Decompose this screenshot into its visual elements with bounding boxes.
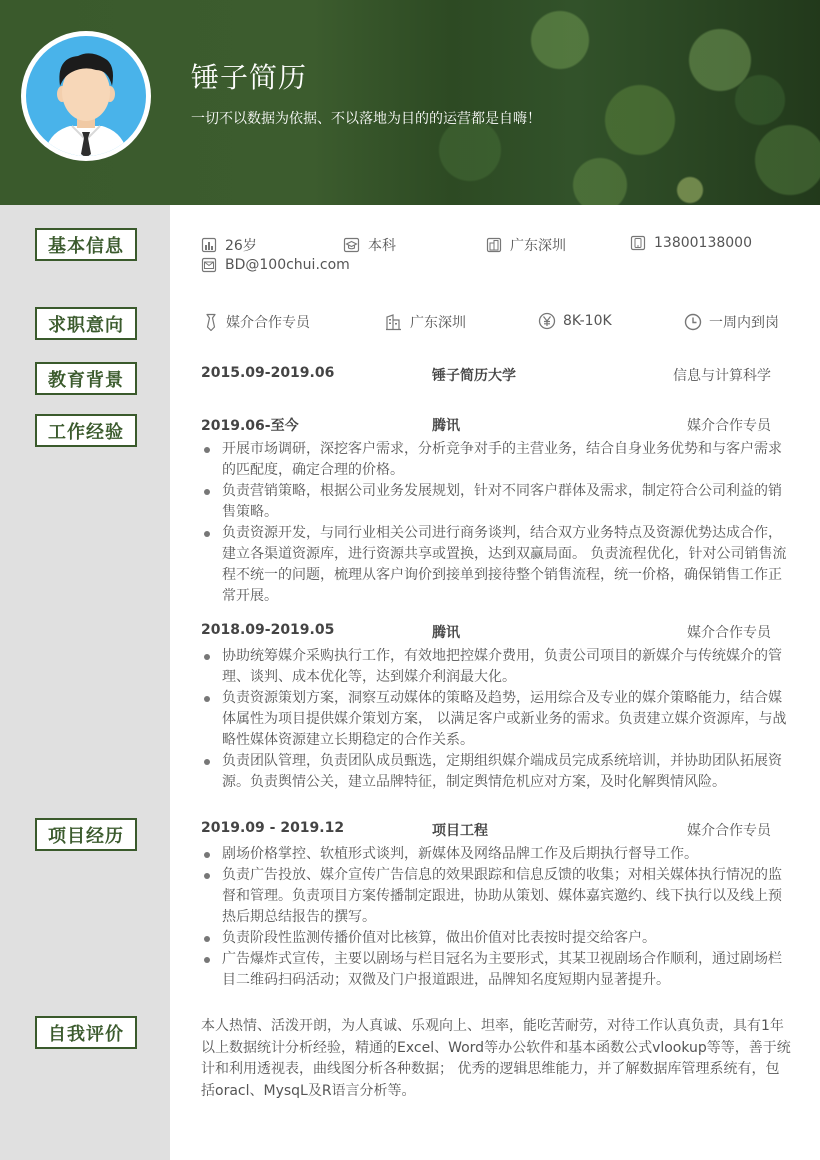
- info-age-value: 26岁: [225, 238, 257, 254]
- project-bullets: [201, 844, 791, 991]
- self-evaluation-text: 本人热情、活泼开朗，为人真诚、乐观向上、坦率，能吃苦耐劳，对待工作认真负责，具有1年以上数据统计分析经验，精通的Excel、Word等办公软件和基本函数公式vlookup等等，善于统计和利用透视表，曲线图分析各种数据； 优秀的逻辑思维能力，并了解数据库管理系统有，包括oracl、MysqL及R语言分析等。: [201, 1018, 791, 1099]
- yen-icon: [538, 312, 556, 330]
- education-period: 2015.09-2019.06: [201, 365, 335, 381]
- info-degree: [343, 235, 396, 255]
- work-2-period: 2018.09-2019.05: [201, 622, 335, 638]
- graduation-cap-icon: [343, 237, 360, 253]
- work-1-company: 腾讯: [432, 418, 460, 434]
- list-item: 负责团队管理，负责团队成员甄选，定期组织媒介端成员完成系统培训，并协助团队拓展资源。负责舆情公关，建立品牌特征，制定舆情危机应对方案，及时化解舆情风险。: [201, 751, 791, 793]
- work-2-company: 腾讯: [432, 625, 460, 641]
- avatar: [26, 36, 146, 156]
- work-2-role: 媒介合作专员: [687, 625, 771, 641]
- info-degree-value: 本科: [368, 238, 396, 254]
- intent-salary-value: 8K-10K: [563, 313, 612, 329]
- info-age: [201, 235, 257, 255]
- info-phone: [630, 235, 752, 251]
- resume-name: 锤子简历: [191, 61, 308, 94]
- info-phone-value: 13800138000: [654, 235, 752, 251]
- person-avatar-icon: [26, 36, 146, 156]
- list-item: 开展市场调研，深挖客户需求，分析竞争对手的主营业务，结合自身业务优势和与客户需求的匹配度，确定合理的价格。: [201, 439, 791, 481]
- section-title-education: 教育背景: [35, 362, 137, 395]
- clock-icon: [684, 313, 702, 331]
- intent-availability: [684, 312, 779, 332]
- work-1-bullets: [201, 439, 791, 607]
- list-item: 广告爆炸式宣传，主要以剧场与栏目冠名为主要形式，其某卫视剧场合作顺利，通过剧场栏目二维码扫码活动；双微及门户报道跟进，品牌知名度短期内显著提升。: [201, 949, 791, 991]
- education-school: 锤子简历大学: [432, 368, 516, 384]
- info-email: [201, 257, 350, 273]
- intent-position-value: 媒介合作专员: [226, 315, 310, 331]
- chart-icon: [201, 237, 217, 253]
- building-icon: [486, 237, 502, 253]
- education-major: 信息与计算科学: [673, 368, 771, 384]
- list-item: 负责资源开发，与同行业相关公司进行商务谈判，结合双方业务特点及资源优势达成合作，建立各渠道资源库，进行资源共享或置换，达到双赢局面。 负责流程优化，针对公司销售流程不统一的问题，梳理从客户询价到接单到接待整个销售流程，统一价格，确保销售工作正常开展。: [201, 523, 791, 607]
- resume-slogan: 一切不以数据为依据、不以落地为目的的运营都是自嗨！: [191, 111, 541, 127]
- section-title-work-experience: 工作经验: [35, 414, 137, 447]
- info-location: [486, 235, 566, 255]
- avatar-ring: [21, 31, 151, 161]
- header-banner: [0, 0, 820, 205]
- section-title-basic-info: 基本信息: [35, 228, 137, 261]
- project-period: 2019.09 - 2019.12: [201, 820, 345, 836]
- list-item: 剧场价格掌控、软植形式谈判，新媒体及网络品牌工作及后期执行督导工作。: [201, 844, 791, 865]
- intent-availability-value: 一周内到岗: [709, 315, 779, 331]
- list-item: 负责营销策略，根据公司业务发展规划，针对不同客户群体及需求，制定符合公司利益的销售策略。: [201, 481, 791, 523]
- city-icon: [385, 313, 403, 331]
- project-role: 媒介合作专员: [687, 823, 771, 839]
- info-location-value: 广东深圳: [510, 238, 566, 254]
- list-item: 负责资源策划方案，洞察互动媒体的策略及趋势，运用综合及专业的媒介策略能力，结合媒体属性为项目提供媒介策划方案， 以满足客户或新业务的需求。负责建立媒介资源库，与战略性媒体资源建立长期稳定的合作关系。: [201, 688, 791, 751]
- intent-city-value: 广东深圳: [410, 315, 466, 331]
- intent-salary: [538, 312, 612, 330]
- work-1-role: 媒介合作专员: [687, 418, 771, 434]
- tie-icon: [203, 313, 219, 332]
- phone-icon: [630, 235, 646, 251]
- list-item: 协助统筹媒介采购执行工作，有效地把控媒介费用，负责公司项目的新媒介与传统媒介的管理、谈判、成本优化等，达到媒介利润最大化。: [201, 646, 791, 688]
- section-title-projects: 项目经历: [35, 818, 137, 851]
- work-2-bullets: [201, 646, 791, 793]
- project-name: 项目工程: [432, 823, 488, 839]
- section-title-job-intent: 求职意向: [35, 307, 137, 340]
- intent-city: [385, 312, 466, 332]
- info-email-value: BD@100chui.com: [225, 257, 350, 273]
- intent-position: [203, 312, 310, 332]
- list-item: 负责广告投放、媒介宣传广告信息的效果跟踪和信息反馈的收集；对相关媒体执行情况的监督和管理。负责项目方案传播制定跟进，协助从策划、媒体嘉宾邀约、线下执行以及线上预热后期总结报告的撰写。: [201, 865, 791, 928]
- work-1-period: 2019.06-至今: [201, 418, 299, 434]
- mail-icon: [201, 257, 217, 273]
- list-item: 负责阶段性监测传播价值对比核算，做出价值对比表按时提交给客户。: [201, 928, 791, 949]
- section-title-self-evaluation: 自我评价: [35, 1016, 137, 1049]
